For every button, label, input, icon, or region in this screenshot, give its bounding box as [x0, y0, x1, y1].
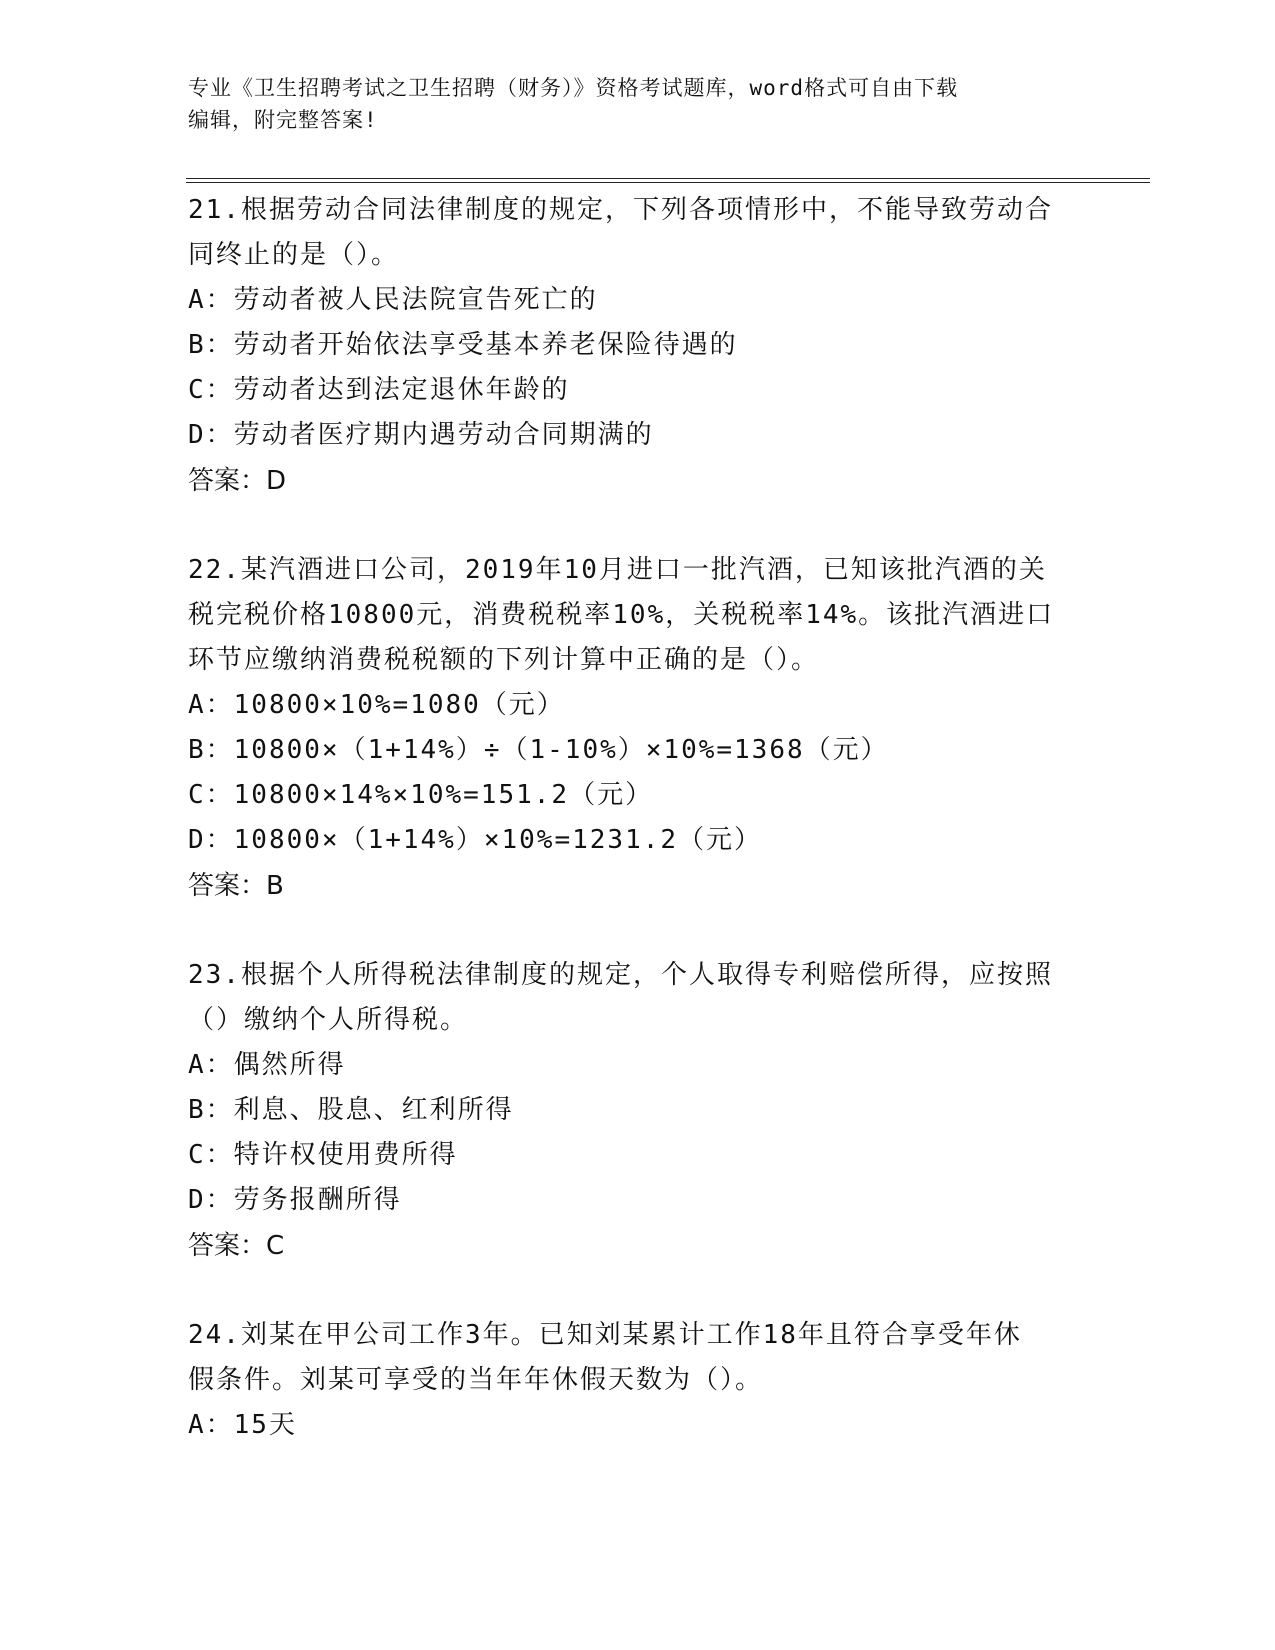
option-c: C：特许权使用费所得 [188, 1140, 458, 1170]
option-b: B：劳动者开始依法享受基本养老保险待遇的 [188, 330, 738, 360]
header-line-1: 专业《卫生招聘考试之卫生招聘（财务）》资格考试题库，word格式可自由下载 [188, 76, 959, 100]
question-stem-line: 环节应缴纳消费税税额的下列计算中正确的是（）。 [188, 645, 820, 675]
option-b: B：利息、股息、红利所得 [188, 1095, 514, 1125]
question-22 [188, 548, 1088, 909]
option-b: B：10800×（1+14%）÷（1-10%）×10%=1368（元） [188, 735, 889, 765]
option-a: A：15天 [188, 1410, 297, 1440]
option-a: A：10800×10%=1080（元） [188, 690, 565, 720]
option-a: A：偶然所得 [188, 1050, 346, 1080]
question-stem-line: 同终止的是（）。 [188, 240, 400, 270]
answer: 答案：D [188, 466, 287, 496]
question-stem-line: 假条件。刘某可享受的当年年休假天数为（）。 [188, 1365, 764, 1395]
answer: 答案：B [188, 871, 284, 901]
option-d: D：10800×（1+14%）×10%=1231.2（元） [188, 825, 763, 855]
option-d: D：劳动者医疗期内遇劳动合同期满的 [188, 420, 654, 450]
question-21 [188, 188, 1088, 504]
question-23 [188, 953, 1088, 1269]
option-a: A：劳动者被人民法院宣告死亡的 [188, 285, 598, 315]
question-stem-line: 21.根据劳动合同法律制度的规定，下列各项情形中，不能导致劳动合 [188, 195, 1053, 225]
option-c: C：劳动者达到法定退休年龄的 [188, 375, 570, 405]
question-stem-line: 税完税价格10800元，消费税税率10%，关税税率14%。该批汽酒进口 [188, 600, 1055, 630]
question-stem-line: 22.某汽酒进口公司，2019年10月进口一批汽酒，已知该批汽酒的关 [188, 555, 1047, 585]
header-line-2: 编辑，附完整答案! [188, 108, 378, 132]
question-stem-line: 23.根据个人所得税法律制度的规定，个人取得专利赔偿所得，应按照 [188, 960, 1053, 990]
answer: 答案：C [188, 1231, 285, 1261]
question-list [188, 188, 1088, 1492]
header-rule-top [186, 178, 1150, 179]
option-c: C：10800×14%×10%=151.2（元） [188, 780, 654, 810]
question-stem-line: （）缴纳个人所得税。 [188, 1005, 469, 1035]
option-d: D：劳务报酬所得 [188, 1185, 402, 1215]
header-rule-bottom [186, 182, 1150, 183]
question-stem-line: 24.刘某在甲公司工作3年。已知刘某累计工作18年且符合享受年休 [188, 1320, 1022, 1350]
question-24 [188, 1313, 1088, 1448]
page-header [188, 72, 1068, 136]
